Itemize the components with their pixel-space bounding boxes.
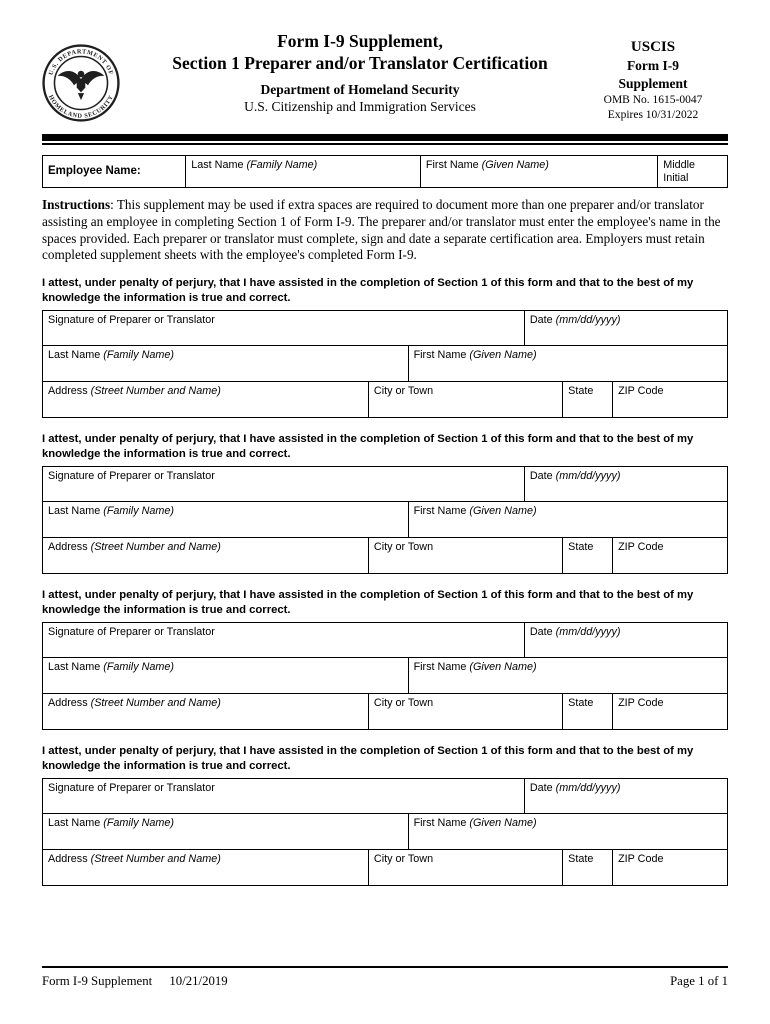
address-label: Address: [48, 385, 88, 398]
certification-block: [42, 744, 728, 886]
first-name-field[interactable]: [408, 502, 727, 537]
signature-label: Signature of Preparer or Translator: [48, 626, 215, 639]
signature-label: Signature of Preparer or Translator: [48, 314, 215, 327]
city-field[interactable]: [368, 538, 562, 573]
address-field[interactable]: [43, 382, 368, 417]
state-label: State: [568, 697, 594, 710]
employee-first-name-field[interactable]: [420, 156, 657, 187]
employee-last-name-field[interactable]: [185, 156, 420, 187]
form-title-line2: Section 1 Preparer and/or Translator Certification: [172, 53, 548, 73]
date-format-hint: (mm/dd/yyyy): [555, 314, 621, 327]
instructions-paragraph: [42, 197, 728, 264]
last-name-hint: (Family Name): [103, 817, 174, 830]
state-field[interactable]: [562, 850, 612, 885]
signature-field[interactable]: [43, 467, 524, 501]
header-divider-thick: [42, 134, 728, 141]
agency-acronym: USCIS: [630, 39, 676, 55]
attestation-text: I attest, under penalty of perjury, that I have assisted in the completion of Section 1 of this form and that to the best of my knowledge the information is true and correct.: [42, 589, 694, 617]
employee-last-name-hint: (Family Name): [246, 159, 318, 171]
last-name-field[interactable]: [43, 814, 408, 849]
date-label: Date: [529, 626, 553, 639]
address-hint: (Street Number and Name): [90, 541, 221, 554]
footer-left: [42, 974, 228, 989]
first-name-field[interactable]: [408, 814, 727, 849]
signature-field[interactable]: [43, 311, 524, 345]
date-format-hint: (mm/dd/yyyy): [555, 626, 621, 639]
employee-first-name-label: First Name: [425, 159, 479, 171]
signature-field[interactable]: [43, 623, 524, 657]
zip-label: ZIP Code: [618, 385, 664, 398]
first-name-label: First Name: [413, 661, 467, 674]
certification-table: [42, 466, 728, 574]
state-field[interactable]: [562, 382, 612, 417]
expiration-date: Expires 10/31/2022: [607, 109, 699, 121]
date-label: Date: [529, 314, 553, 327]
attestation-text: I attest, under penalty of perjury, that I have assisted in the completion of Section 1 of this form and that to the best of my knowledge the information is true and correct.: [42, 745, 694, 773]
certification-block: [42, 588, 728, 730]
signature-label: Signature of Preparer or Translator: [48, 782, 215, 795]
header-divider-thin: [42, 143, 728, 145]
page-footer: [42, 966, 728, 989]
date-field[interactable]: [524, 623, 727, 657]
certification-table: [42, 622, 728, 730]
employee-middle-initial-label: Middle Initial: [663, 159, 696, 184]
department-name: Department of Homeland Security: [260, 82, 460, 97]
last-name-field[interactable]: [43, 346, 408, 381]
omb-number: OMB No. 1615-0047: [603, 94, 703, 106]
form-title-line1: Form I-9 Supplement,: [277, 31, 443, 51]
form-number-line1: Form I-9: [626, 58, 680, 73]
signature-label: Signature of Preparer or Translator: [48, 470, 215, 483]
last-name-hint: (Family Name): [103, 349, 174, 362]
certification-blocks: [42, 276, 728, 886]
first-name-label: First Name: [413, 817, 467, 830]
last-name-label: Last Name: [48, 505, 101, 518]
last-name-label: Last Name: [48, 817, 101, 830]
instructions-label: Instructions: [42, 197, 111, 212]
certification-block: [42, 276, 728, 418]
employee-name-header: [43, 156, 185, 187]
certification-block: [42, 432, 728, 574]
instructions-body: : This supplement may be used if extra spaces are required to document more than one preparer and/or translator assisting an employee in completing Section 1 of Form I-9. The preparer and/or translator must enter the employee's name in the spaces provided. Each preparer or translator must complete, sign and date a separate certification area. Employers must retain completed supplement sheets with the employee's completed Form I-9.: [42, 197, 721, 263]
certification-table: [42, 310, 728, 418]
last-name-field[interactable]: [43, 658, 408, 693]
first-name-hint: (Given Name): [469, 817, 537, 830]
employee-name-table: [42, 155, 728, 188]
last-name-hint: (Family Name): [103, 661, 174, 674]
first-name-field[interactable]: [408, 658, 727, 693]
date-field[interactable]: [524, 311, 727, 345]
employee-first-name-hint: (Given Name): [481, 159, 549, 171]
first-name-hint: (Given Name): [469, 661, 537, 674]
address-label: Address: [48, 541, 88, 554]
zip-field[interactable]: [612, 382, 727, 417]
footer-revision-date: 10/21/2019: [169, 974, 228, 988]
zip-label: ZIP Code: [618, 697, 664, 710]
last-name-hint: (Family Name): [103, 505, 174, 518]
address-field[interactable]: [43, 850, 368, 885]
employee-name-label: Employee Name:: [48, 165, 141, 177]
footer-form-name: Form I-9 Supplement: [42, 974, 153, 988]
state-field[interactable]: [562, 538, 612, 573]
zip-field[interactable]: [612, 538, 727, 573]
form-number-line2: Supplement: [618, 76, 688, 91]
state-label: State: [568, 853, 594, 866]
footer-page-indicator: Page 1 of 1: [670, 974, 728, 988]
first-name-hint: (Given Name): [469, 505, 537, 518]
signature-field[interactable]: [43, 779, 524, 813]
zip-label: ZIP Code: [618, 853, 664, 866]
seal-bottom-text: HOMELAND SECURITY: [46, 93, 116, 120]
city-label: City or Town: [373, 541, 434, 554]
date-field[interactable]: [524, 467, 727, 501]
date-label: Date: [529, 470, 553, 483]
attestation-text: I attest, under penalty of perjury, that I have assisted in the completion of Section 1 of this form and that to the best of my knowledge the information is true and correct.: [42, 433, 694, 461]
date-field[interactable]: [524, 779, 727, 813]
certification-table: [42, 778, 728, 886]
first-name-hint: (Given Name): [469, 349, 537, 362]
state-field[interactable]: [562, 694, 612, 729]
address-label: Address: [48, 697, 88, 710]
first-name-field[interactable]: [408, 346, 727, 381]
form-header: [42, 30, 728, 127]
state-label: State: [568, 385, 594, 398]
city-label: City or Town: [373, 853, 434, 866]
address-hint: (Street Number and Name): [90, 853, 221, 866]
first-name-label: First Name: [413, 505, 467, 518]
address-hint: (Street Number and Name): [90, 385, 221, 398]
last-name-label: Last Name: [48, 349, 101, 362]
zip-label: ZIP Code: [618, 541, 664, 554]
agency-name: U.S. Citizenship and Immigration Services: [244, 99, 476, 114]
first-name-label: First Name: [413, 349, 467, 362]
address-field[interactable]: [43, 538, 368, 573]
address-hint: (Street Number and Name): [90, 697, 221, 710]
last-name-label: Last Name: [48, 661, 101, 674]
city-field[interactable]: [368, 694, 562, 729]
city-label: City or Town: [373, 697, 434, 710]
last-name-field[interactable]: [43, 502, 408, 537]
date-format-hint: (mm/dd/yyyy): [555, 470, 621, 483]
date-format-hint: (mm/dd/yyyy): [555, 782, 621, 795]
city-label: City or Town: [373, 385, 434, 398]
zip-field[interactable]: [612, 850, 727, 885]
state-label: State: [568, 541, 594, 554]
seal-top-text: U.S. DEPARTMENT OF: [47, 48, 115, 77]
employee-last-name-label: Last Name: [191, 159, 244, 171]
date-label: Date: [529, 782, 553, 795]
eagle-emblem-icon: [58, 71, 105, 100]
address-field[interactable]: [43, 694, 368, 729]
employee-middle-initial-field[interactable]: [657, 156, 727, 187]
dhs-seal-icon: [42, 30, 142, 127]
city-field[interactable]: [368, 382, 562, 417]
city-field[interactable]: [368, 850, 562, 885]
attestation-text: I attest, under penalty of perjury, that I have assisted in the completion of Section 1 of this form and that to the best of my knowledge the information is true and correct.: [42, 277, 694, 305]
header-title-block: [142, 30, 578, 115]
address-label: Address: [48, 853, 88, 866]
zip-field[interactable]: [612, 694, 727, 729]
form-number-box: [578, 30, 728, 123]
